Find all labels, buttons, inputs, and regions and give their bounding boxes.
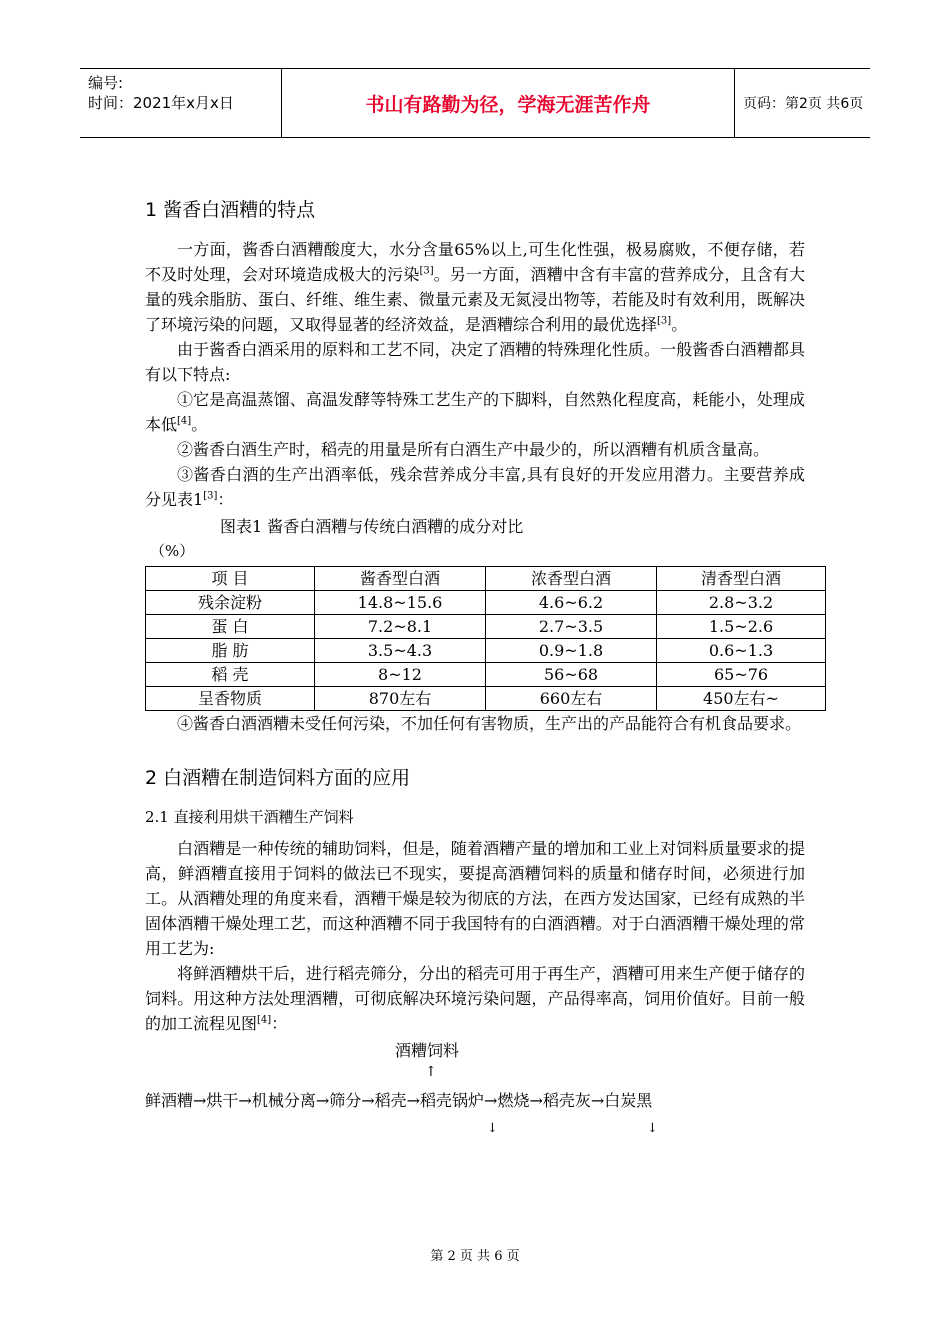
up-arrow-icon: ↑ <box>425 1064 437 1080</box>
table-header-cell: 浓香型白酒 <box>486 567 657 591</box>
composition-table <box>145 566 826 711</box>
table-header-row <box>146 567 826 591</box>
table-unit: （%） <box>150 542 195 560</box>
table-cell: 2.7~3.5 <box>486 615 657 639</box>
flow-chain: 鲜酒糟→烘干→机械分离→筛分→稻壳→稻壳锅炉→燃烧→稻壳灰→白炭黑 <box>145 1091 653 1110</box>
paragraph <box>145 961 805 1036</box>
table-cell: 2.8~3.2 <box>657 591 826 615</box>
paragraph: 由于酱香白酒采用的原料和工艺不同，决定了酒糟的特殊理化性质。一般酱香白酒糟都具有以下特点: <box>145 340 805 384</box>
table-cell: 56~68 <box>486 663 657 687</box>
table-row <box>146 687 826 711</box>
table-row <box>146 639 826 663</box>
table-cell: 蛋 白 <box>146 615 315 639</box>
text: ③酱香白酒的生产出酒率低，残余营养成分丰富,具有良好的开发应用潜力。主要营养成分见表1 <box>145 465 805 509</box>
citation: [4] <box>257 1014 272 1026</box>
list-item: ②酱香白酒生产时，稻壳的用量是所有白酒生产中最少的，所以酒糟有机质含量高。 <box>177 440 770 459</box>
table-cell: 3.5~4.3 <box>315 639 486 663</box>
table-row <box>146 615 826 639</box>
table-cell: 8~12 <box>315 663 486 687</box>
table-caption: 图表1 酱香白酒糟与传统白酒糟的成分对比 <box>220 517 524 536</box>
table-row <box>146 591 826 615</box>
text: 。 <box>191 415 208 434</box>
flow-output: 酒糟饲料 <box>395 1041 460 1060</box>
down-arrow-icon: ↓ <box>647 1121 658 1136</box>
citation: [3] <box>657 315 672 327</box>
table-cell: 脂 肪 <box>146 639 315 663</box>
list-item <box>145 387 805 437</box>
text: 将鲜酒糟烘干后，进行稻壳筛分，分出的稻壳可用于再生产，酒糟可用来生产便于储存的饲料。用这种方法处理酒糟，可彻底解决环境污染问题，产品得率高，饲用价值好。目前一般的加工流程见图 <box>145 964 805 1033</box>
paragraph <box>145 237 805 337</box>
table-header-cell: 酱香型白酒 <box>315 567 486 591</box>
table-cell: 呈香物质 <box>146 687 315 711</box>
text: 一方面，酱香白酒糟酸度大，水分含量65%以上,可生化性强，极易腐败，不便存储，若不及时处理，会对环境造成极大的污染 <box>145 240 805 284</box>
table-cell: 残余淀粉 <box>146 591 315 615</box>
table-header-cell: 清香型白酒 <box>657 567 826 591</box>
list-item <box>145 462 805 512</box>
process-flow <box>145 1038 805 1138</box>
paragraph: 白酒糟是一种传统的辅助饲料，但是，随着酒糟产量的增加和工业上对饲料质量要求的提高，鲜酒糟直接用于饲料的做法已不现实，要提高酒糟饲料的质量和储存时间，必须进行加工。从酒糟处理的角度来看，酒糟干燥是较为彻底的方法，在西方发达国家，已经有成熟的半固体酒糟干燥处理工艺，而这种酒糟不同于我国特有的白酒酒糟。对于白酒酒糟干燥处理的常用工艺为: <box>145 839 805 958</box>
citation: [3] <box>419 265 434 277</box>
down-arrow-icon: ↓ <box>487 1121 498 1136</box>
table-cell: 0.9~1.8 <box>486 639 657 663</box>
section-2-title: 2 白酒糟在制造饲料方面的应用 <box>145 767 411 789</box>
text: ①它是高温蒸馏、高温发酵等特殊工艺生产的下脚料，自然熟化程度高，耗能小，处理成本低 <box>145 390 805 434</box>
table-cell: 稻 壳 <box>146 663 315 687</box>
table-header-cell: 项 目 <box>146 567 315 591</box>
table-cell: 660左右 <box>486 687 657 711</box>
table-cell: 1.5~2.6 <box>657 615 826 639</box>
time-label: 时间：2021年x月x日 <box>88 94 234 112</box>
table-cell: 870左右 <box>315 687 486 711</box>
citation: [3] <box>203 490 218 502</box>
document-body <box>145 190 805 1138</box>
citation: [4] <box>177 415 192 427</box>
text: 。 <box>671 315 688 334</box>
header-page-label: 页码：第2页 共6页 <box>743 96 864 112</box>
subsection-title: 2.1 直接利用烘干酒糟生产饲料 <box>145 808 354 826</box>
table-cell: 0.6~1.3 <box>657 639 826 663</box>
section-1-title: 1 酱香白酒糟的特点 <box>145 199 316 221</box>
table-cell: 65~76 <box>657 663 826 687</box>
table-row <box>146 663 826 687</box>
page-header <box>80 68 870 138</box>
text: 。另一方面，酒糟中含有丰富的营养成分，且含有大量的残余脂肪、蛋白、纤维、维生素、微量元素及无氮浸出物等，若能及时有效利用，既解决了环境污染的问题，又取得显著的经济效益，是酒糟综合利用的最优选择 <box>145 265 805 334</box>
header-meta <box>80 69 282 137</box>
table-cell: 450左右~ <box>657 687 826 711</box>
table-cell: 7.2~8.1 <box>315 615 486 639</box>
header-motto: 书山有路勤为径，学海无涯苦作舟 <box>282 69 735 137</box>
table-cell: 14.8~15.6 <box>315 591 486 615</box>
table-cell: 4.6~6.2 <box>486 591 657 615</box>
list-item: ④酱香白酒酒糟未受任何污染，不加任何有害物质，生产出的产品能符合有机食品要求。 <box>177 714 802 733</box>
text: ： <box>271 1014 288 1033</box>
page-footer: 第 2 页 共 6 页 <box>430 1249 520 1264</box>
number-label: 编号: <box>88 74 124 92</box>
text: ： <box>217 490 234 509</box>
